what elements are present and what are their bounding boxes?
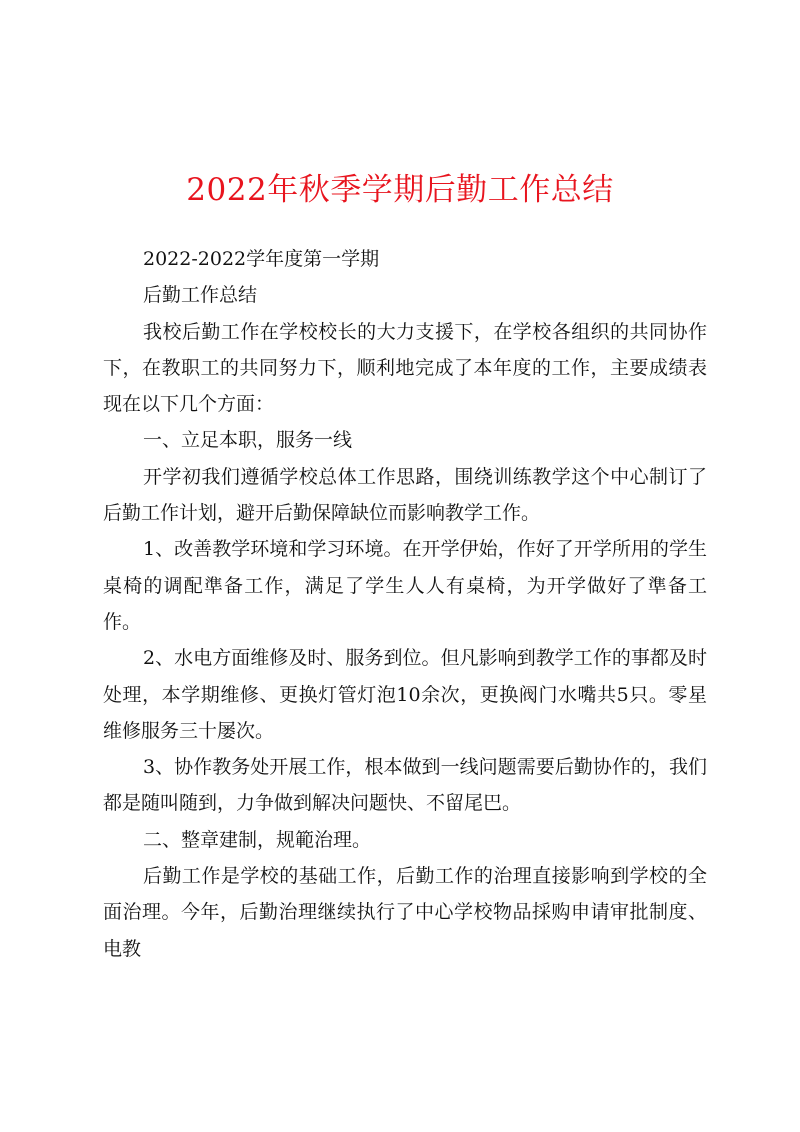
paragraph-subtitle: 后勤工作总结 bbox=[143, 284, 258, 307]
list-item-2: 2、水电方面维修及时、服务到位。但凡影响到教学工作的事都及时处理，本学期维修、更换灯管灯泡10余次，更换阀门水嘴共5只。零星维修服务三十屡次。 bbox=[103, 647, 707, 742]
section-heading-2: 二、整章建制，规範治理。 bbox=[143, 828, 372, 851]
list-item-1: 1、改善教学环境和学习环境。在开学伊始，作好了开学所用的学生桌椅的调配準备工作，满足了学生人人有桌椅，为开学做好了準备工作。 bbox=[103, 538, 707, 633]
paragraph-plan: 开学初我们遵循学校总体工作思路，围绕训练教学这个中心制订了后勤工作计划，避开后勤保障缺位而影响教学工作。 bbox=[103, 465, 707, 525]
section-heading-1: 一、立足本职，服务一线 bbox=[143, 429, 353, 452]
list-item-3: 3、协作教务处开展工作，根本做到一线问题需要后勤协作的，我们都是随叫随到，力争做到解决问题快、不留尾巴。 bbox=[103, 756, 707, 815]
paragraph-intro: 我校后勤工作在学校校长的大力支援下，在学校各组织的共同协作下，在教职工的共同努力下，顺利地完成了本年度的工作，主要成绩表现在以下几个方面： bbox=[103, 320, 707, 416]
document-body bbox=[103, 241, 707, 967]
paragraph-management: 后勤工作是学校的基础工作，后勤工作的治理直接影响到学校的全面治理。今年，后勤治理继续执行了中心学校物品採购申请审批制度、电教 bbox=[103, 865, 707, 960]
paragraph-term: 2022-2022学年度第一学期 bbox=[143, 248, 380, 270]
document-title: 2022年秋季学期后勤工作总结 bbox=[186, 172, 614, 208]
